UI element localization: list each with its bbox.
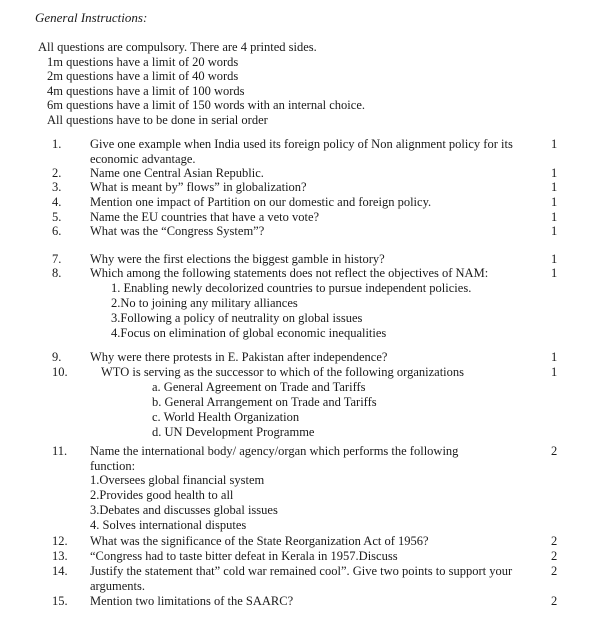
question-text: Which among the following statements does not reflect the objectives of NAM: [90, 266, 489, 280]
question-marks: 2 [551, 534, 558, 548]
instructions-list [38, 40, 365, 128]
question-option: 3.Debates and discusses global issues [90, 503, 278, 517]
question-marks: 1 [551, 180, 558, 194]
question-option: 2.No to joining any military alliances [111, 296, 298, 310]
question-marks: 1 [551, 166, 558, 180]
question-number: 13. [52, 549, 68, 563]
question-option: 4.Focus on elimination of global economic inequalities [111, 326, 387, 340]
question-option: 3.Following a policy of neutrality on global issues [111, 311, 363, 325]
question-text: What was the significance of the State Reorganization Act of 1956? [90, 534, 429, 548]
instruction-line: 2m questions have a limit of 40 words [47, 69, 239, 84]
question-marks: 1 [551, 137, 558, 151]
instruction-line: All questions have to be done in serial order [47, 112, 268, 127]
question-option: d. UN Development Programme [152, 425, 315, 439]
instructions-heading: General Instructions: [35, 10, 148, 25]
question-text: Why were there protests in E. Pakistan after independence? [90, 350, 388, 364]
question-option: b. General Arrangement on Trade and Tariffs [152, 395, 377, 409]
question-number: 2. [52, 166, 62, 180]
instruction-line: 1m questions have a limit of 20 words [47, 54, 239, 69]
question-text: Justify the statement that” cold war remained cool”. Give two points to support your arguments. [90, 564, 513, 593]
question-option: 4. Solves international disputes [90, 518, 247, 532]
question-text: “Congress had to taste bitter defeat in Kerala in 1957.Discuss [90, 549, 398, 563]
question-number: 15. [52, 594, 68, 608]
question-marks: 1 [551, 266, 558, 280]
instruction-line: All questions are compulsory. There are 4 printed sides. [38, 40, 317, 54]
question-number: 12. [52, 534, 68, 548]
question-number: 10. [52, 365, 68, 379]
question-option: a. General Agreement on Trade and Tariffs [152, 380, 366, 394]
question-text: WTO is serving as the successor to which of the following organizations [101, 365, 465, 379]
question-option: 1.Oversees global financial system [90, 473, 265, 487]
question-number: 5. [52, 210, 62, 224]
question-text: Give one example when India used its foreign policy of Non alignment policy for its economic advantage. [90, 137, 513, 166]
question-number: 11. [52, 444, 68, 458]
question-number: 1. [52, 137, 62, 151]
question-number: 9. [52, 350, 62, 364]
question-option: 1. Enabling newly decolorized countries to pursue independent policies. [111, 281, 472, 295]
question-option: 2.Provides good health to all [90, 488, 234, 502]
question-number: 3. [52, 180, 62, 194]
question-marks: 2 [551, 594, 558, 608]
instruction-line: 4m questions have a limit of 100 words [47, 83, 245, 98]
question-marks: 1 [551, 195, 558, 209]
question-number: 8. [52, 266, 62, 280]
question-marks: 1 [551, 210, 558, 224]
question-text: What is meant by” flows” in globalization? [90, 180, 307, 194]
question-text: What was the “Congress System”? [90, 224, 265, 238]
question-number: 7. [52, 252, 62, 266]
question-text: Name the EU countries that have a veto vote? [90, 210, 320, 224]
question-number: 4. [52, 195, 62, 209]
question-text: Mention two limitations of the SAARC? [90, 594, 294, 608]
question-marks: 1 [551, 224, 558, 238]
question-marks: 2 [551, 444, 558, 458]
question-marks: 2 [551, 549, 558, 563]
question-text: Name the international body/ agency/organ which performs the following function: [90, 444, 459, 473]
question-marks: 1 [551, 350, 558, 364]
question-marks: 2 [551, 564, 558, 578]
question-marks: 1 [551, 365, 558, 379]
question-number: 14. [52, 564, 68, 578]
question-marks: 1 [551, 252, 558, 266]
question-number: 6. [52, 224, 62, 238]
question-text: Mention one impact of Partition on our domestic and foreign policy. [90, 195, 432, 209]
question-text: Why were the first elections the biggest gamble in history? [90, 252, 385, 266]
question-option: c. World Health Organization [152, 410, 300, 424]
question-text: Name one Central Asian Republic. [90, 166, 264, 180]
instruction-line: 6m questions have a limit of 150 words with an internal choice. [47, 98, 365, 113]
